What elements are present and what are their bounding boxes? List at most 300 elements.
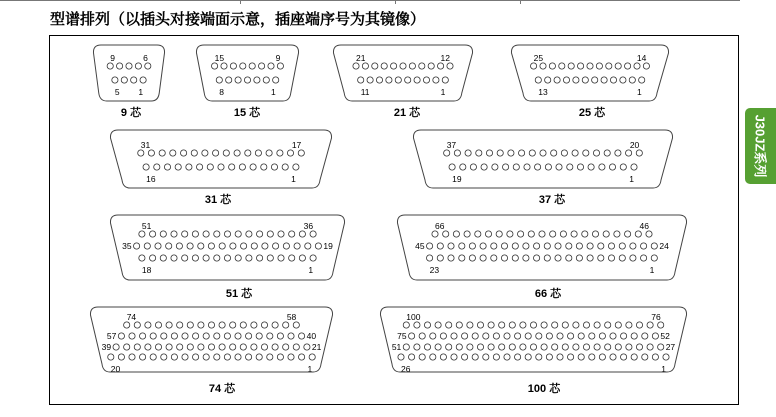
- pin-contact: [493, 354, 499, 360]
- pin-contact: [465, 150, 471, 156]
- pin-contact: [603, 231, 609, 237]
- pin-contact: [540, 63, 546, 69]
- pin-contact: [529, 150, 535, 156]
- pin-contact: [443, 231, 449, 237]
- pin-contact: [223, 150, 229, 156]
- pin-contact: [277, 63, 283, 69]
- pin-contact: [462, 333, 468, 339]
- pin-number-label: 58: [286, 312, 297, 322]
- pin-contact: [582, 77, 588, 83]
- pin-contact: [433, 77, 439, 83]
- pin-contact: [372, 63, 378, 69]
- connector-caption: 21 芯: [393, 107, 421, 119]
- pin-number-label: 6: [143, 53, 148, 63]
- pin-contact: [605, 344, 611, 350]
- pin-contact: [504, 354, 510, 360]
- pin-contact: [535, 164, 541, 170]
- pin-contact: [257, 255, 263, 261]
- pin-contact: [138, 150, 144, 156]
- pin-contact: [528, 231, 534, 237]
- pin-contact: [140, 354, 146, 360]
- pin-contact: [545, 164, 551, 170]
- pin-contact: [278, 231, 284, 237]
- pin-contact: [124, 322, 130, 328]
- pin-contact: [557, 333, 563, 339]
- pin-contact: [589, 354, 595, 360]
- pin-contact: [376, 77, 382, 83]
- pin-contact: [224, 255, 230, 261]
- pin-contact: [481, 164, 487, 170]
- pin-contact: [139, 231, 145, 237]
- pin-number-label: 37: [446, 140, 457, 150]
- pin-contact: [170, 150, 176, 156]
- pin-contact: [299, 255, 305, 261]
- pin-number-label: 17: [291, 140, 302, 150]
- pin-contact: [288, 354, 294, 360]
- pin-contact: [652, 333, 658, 339]
- pin-contact: [583, 150, 589, 156]
- pin-contact: [530, 322, 536, 328]
- pin-contact: [534, 255, 540, 261]
- pin-contact: [409, 63, 415, 69]
- pin-contact: [483, 354, 489, 360]
- pin-number-label: 9: [110, 53, 115, 63]
- pin-contact: [525, 333, 531, 339]
- pin-contact: [535, 77, 541, 83]
- pin-contact: [636, 344, 642, 350]
- pin-contact: [536, 333, 542, 339]
- pin-number-label: 12: [440, 53, 450, 63]
- pin-contact: [409, 354, 415, 360]
- pin-contact: [203, 354, 209, 360]
- pin-contact: [610, 354, 616, 360]
- pin-contact: [241, 243, 247, 249]
- pin-number-label: 26: [401, 364, 411, 374]
- pin-contact: [155, 344, 161, 350]
- pin-contact: [626, 322, 632, 328]
- connector-21-pin: [333, 45, 472, 119]
- pin-contact: [472, 354, 478, 360]
- pin-contact: [477, 322, 483, 328]
- pin-contact: [273, 243, 279, 249]
- pin-contact: [405, 77, 411, 83]
- pin-contact: [277, 354, 283, 360]
- pin-contact: [166, 322, 172, 328]
- pin-contact: [219, 243, 225, 249]
- pin-contact: [453, 231, 459, 237]
- pin-contact: [634, 63, 640, 69]
- pin-contact: [143, 164, 149, 170]
- pin-contact: [266, 150, 272, 156]
- connector-caption: 31 芯: [204, 194, 232, 206]
- pin-contact: [566, 255, 572, 261]
- pin-contact: [625, 231, 631, 237]
- connector-100-pin: [380, 307, 686, 395]
- pin-contact: [235, 77, 241, 83]
- pin-contact: [235, 333, 241, 339]
- pin-number-label: 1: [307, 364, 313, 374]
- pin-contact: [288, 333, 294, 339]
- pin-contact: [621, 354, 627, 360]
- pin-contact: [186, 164, 192, 170]
- pin-contact: [182, 354, 188, 360]
- pin-number-label: 5: [114, 87, 120, 97]
- pin-contact: [234, 150, 240, 156]
- pin-contact: [277, 333, 283, 339]
- pin-contact: [566, 243, 572, 249]
- pin-contact: [435, 322, 441, 328]
- pin-contact: [467, 322, 473, 328]
- pin-contact: [475, 231, 481, 237]
- pin-contact: [589, 333, 595, 339]
- pin-contact: [193, 333, 199, 339]
- pin-contact: [203, 255, 209, 261]
- pin-contact: [171, 333, 177, 339]
- pin-contact: [491, 243, 497, 249]
- pin-contact: [171, 255, 177, 261]
- pin-contact: [219, 322, 225, 328]
- pin-number-label: 27: [665, 342, 676, 352]
- pin-contact: [594, 322, 600, 328]
- pin-contact: [480, 243, 486, 249]
- pin-number-label: 31: [140, 140, 151, 150]
- pin-contact: [615, 322, 621, 328]
- pin-contact: [446, 344, 452, 350]
- pin-contact: [218, 164, 224, 170]
- pin-contact: [518, 231, 524, 237]
- pin-contact: [507, 231, 513, 237]
- pin-number-label: 19: [452, 174, 462, 184]
- pin-contact: [386, 77, 392, 83]
- pin-contact: [604, 150, 610, 156]
- pin-contact: [226, 77, 232, 83]
- pin-contact: [278, 255, 284, 261]
- pin-number-label: 14: [636, 53, 647, 63]
- pin-contact: [208, 344, 214, 350]
- pin-contact: [578, 354, 584, 360]
- pin-contact: [403, 322, 409, 328]
- pin-contact: [121, 77, 127, 83]
- pin-contact: [249, 63, 255, 69]
- pin-contact: [551, 150, 557, 156]
- connector-caption: 37 芯: [538, 194, 566, 206]
- pin-contact: [444, 150, 450, 156]
- pin-contact: [583, 322, 589, 328]
- pin-contact: [192, 255, 198, 261]
- pin-contact: [353, 63, 359, 69]
- pin-contact: [512, 243, 518, 249]
- pin-number-label: 40: [306, 331, 317, 341]
- pin-contact: [251, 344, 257, 350]
- pin-contact: [309, 354, 315, 360]
- pin-number-label: 18: [141, 265, 152, 275]
- pin-contact: [451, 333, 457, 339]
- pin-contact: [224, 231, 230, 237]
- pin-contact: [557, 354, 563, 360]
- pin-contact: [177, 322, 183, 328]
- pin-number-label: 1: [629, 174, 634, 184]
- pin-contact: [246, 255, 252, 261]
- pin-contact: [437, 243, 443, 249]
- pin-contact: [310, 231, 316, 237]
- pin-contact: [477, 344, 483, 350]
- pin-number-label: 75: [397, 331, 407, 341]
- pin-contact: [592, 231, 598, 237]
- pin-contact: [470, 164, 476, 170]
- pin-contact: [587, 243, 593, 249]
- pin-number-label: 23: [429, 265, 440, 275]
- pin-contact: [135, 63, 141, 69]
- pin-contact: [488, 322, 494, 328]
- pin-contact: [641, 243, 647, 249]
- pin-contact: [631, 354, 637, 360]
- pin-contact: [155, 243, 161, 249]
- pin-contact: [630, 255, 636, 261]
- pin-contact: [546, 333, 552, 339]
- pin-number-label: 1: [636, 87, 642, 97]
- pin-contact: [587, 255, 593, 261]
- pin-contact: [540, 150, 546, 156]
- pin-contact: [145, 322, 151, 328]
- pin-contact: [573, 322, 579, 328]
- connector-caption: 74 芯: [208, 383, 236, 395]
- pin-contact: [414, 322, 420, 328]
- pin-contact: [619, 243, 625, 249]
- pin-contact: [273, 77, 279, 83]
- pin-number-label: 51: [391, 342, 402, 352]
- pin-contact: [255, 150, 261, 156]
- pin-number-label: 16: [146, 174, 156, 184]
- pin-contact: [652, 354, 658, 360]
- pin-contact: [187, 243, 193, 249]
- pin-contact: [606, 63, 612, 69]
- pin-contact: [554, 77, 560, 83]
- pin-contact: [555, 243, 561, 249]
- pin-contact: [593, 150, 599, 156]
- pin-contact: [464, 231, 470, 237]
- pin-contact: [230, 322, 236, 328]
- pin-contact: [496, 231, 502, 237]
- pin-contact: [509, 344, 515, 350]
- pin-contact: [641, 255, 647, 261]
- pin-contact: [315, 243, 321, 249]
- pin-contact: [460, 164, 466, 170]
- pin-contact: [486, 150, 492, 156]
- pin-contact: [154, 164, 160, 170]
- pin-contact: [469, 243, 475, 249]
- connector-15-pin: [196, 45, 298, 119]
- pin-contact: [424, 322, 430, 328]
- pin-contact: [541, 322, 547, 328]
- pin-contact: [256, 354, 262, 360]
- pin-contact: [164, 164, 170, 170]
- pin-contact: [571, 231, 577, 237]
- pin-contact: [536, 354, 542, 360]
- pin-contact: [523, 243, 529, 249]
- pin-contact: [631, 164, 637, 170]
- pin-contact: [161, 333, 167, 339]
- pin-contact: [250, 164, 256, 170]
- pin-contact: [166, 344, 172, 350]
- pin-contact: [254, 77, 260, 83]
- pin-contact: [118, 354, 124, 360]
- pin-contact: [419, 333, 425, 339]
- pin-contact: [107, 63, 113, 69]
- pin-contact: [587, 63, 593, 69]
- pin-number-label: 46: [639, 221, 649, 231]
- pin-contact: [492, 164, 498, 170]
- connector-shell: [196, 45, 298, 101]
- pin-contact: [140, 333, 146, 339]
- pin-contact: [267, 231, 273, 237]
- pin-contact: [530, 344, 536, 350]
- pin-contact: [305, 243, 311, 249]
- pin-contact: [501, 255, 507, 261]
- pin-contact: [150, 231, 156, 237]
- pin-number-label: 76: [651, 312, 661, 322]
- pin-number-label: 36: [303, 221, 314, 231]
- pin-number-label: 66: [435, 221, 445, 231]
- pin-contact: [592, 77, 598, 83]
- pin-contact: [639, 77, 645, 83]
- pin-contact: [451, 354, 457, 360]
- pin-contact: [614, 231, 620, 237]
- pin-contact: [261, 344, 267, 350]
- pin-contact: [488, 344, 494, 350]
- pin-contact: [176, 243, 182, 249]
- connector-74-pin: [90, 307, 332, 395]
- pin-contact: [126, 63, 132, 69]
- pin-contact: [161, 354, 167, 360]
- pin-contact: [230, 243, 236, 249]
- pin-contact: [212, 63, 218, 69]
- pin-contact: [367, 77, 373, 83]
- pin-contact: [427, 255, 433, 261]
- pin-number-label: 45: [415, 241, 425, 251]
- pin-contact: [499, 322, 505, 328]
- pin-contact: [144, 243, 150, 249]
- pin-contact: [550, 231, 556, 237]
- pin-contact: [567, 164, 573, 170]
- pin-contact: [449, 164, 455, 170]
- connector-9-pin: [93, 45, 164, 119]
- pin-contact: [568, 63, 574, 69]
- pin-contact: [148, 150, 154, 156]
- pin-contact: [283, 322, 289, 328]
- connector-51-pin: [110, 215, 344, 300]
- pin-number-label: 19: [323, 241, 333, 251]
- pin-contact: [438, 63, 444, 69]
- pin-contact: [544, 243, 550, 249]
- pin-contact: [261, 164, 267, 170]
- pin-contact: [267, 333, 273, 339]
- pin-contact: [572, 150, 578, 156]
- pin-contact: [219, 344, 225, 350]
- pin-contact: [605, 322, 611, 328]
- pin-contact: [469, 255, 475, 261]
- pin-contact: [610, 77, 616, 83]
- pin-contact: [663, 354, 669, 360]
- pin-number-label: 52: [660, 331, 670, 341]
- pin-contact: [145, 344, 151, 350]
- pin-contact: [497, 150, 503, 156]
- pin-contact: [177, 344, 183, 350]
- pin-contact: [134, 322, 140, 328]
- pin-contact: [563, 77, 569, 83]
- pin-contact: [459, 243, 465, 249]
- pin-contact: [304, 344, 310, 350]
- pin-contact: [192, 231, 198, 237]
- pin-number-label: 1: [291, 174, 296, 184]
- connector-caption: 15 芯: [233, 107, 261, 119]
- pin-contact: [440, 333, 446, 339]
- pin-contact: [257, 231, 263, 237]
- pin-contact: [230, 344, 236, 350]
- pin-number-label: 57: [106, 331, 117, 341]
- connector-caption: 100 芯: [527, 383, 561, 395]
- pin-number-label: 1: [308, 265, 314, 275]
- connector-caption: 25 芯: [578, 107, 606, 119]
- pin-contact: [440, 354, 446, 360]
- pin-contact: [245, 150, 251, 156]
- pin-contact: [430, 333, 436, 339]
- pin-number-label: 9: [275, 53, 281, 63]
- pin-contact: [515, 333, 521, 339]
- pin-contact: [608, 255, 614, 261]
- pin-number-label: 74: [126, 312, 137, 322]
- connector-caption: 9 芯: [120, 107, 142, 119]
- pin-contact: [208, 243, 214, 249]
- pin-contact: [562, 344, 568, 350]
- pin-contact: [625, 63, 631, 69]
- pin-contact: [552, 322, 558, 328]
- pin-contact: [214, 231, 220, 237]
- pin-number-label: 1: [649, 265, 655, 275]
- pin-contact: [112, 77, 118, 83]
- pin-contact: [560, 231, 566, 237]
- pin-contact: [187, 344, 193, 350]
- pin-contact: [552, 344, 558, 350]
- pin-contact: [647, 344, 653, 350]
- pin-contact: [289, 231, 295, 237]
- pin-contact: [271, 164, 277, 170]
- series-tab-label: J30JZ系列: [752, 114, 767, 178]
- pin-contact: [462, 354, 468, 360]
- pin-contact: [647, 322, 653, 328]
- pin-contact: [615, 150, 621, 156]
- pin-contact: [261, 322, 267, 328]
- pin-contact: [598, 243, 604, 249]
- pin-contact: [198, 243, 204, 249]
- pin-contact: [246, 231, 252, 237]
- pin-contact: [467, 344, 473, 350]
- pin-contact: [207, 164, 213, 170]
- pin-contact: [298, 150, 304, 156]
- pin-contact: [642, 333, 648, 339]
- pin-contact: [150, 354, 156, 360]
- pin-contact: [267, 255, 273, 261]
- pin-contact: [240, 322, 246, 328]
- pin-contact: [621, 333, 627, 339]
- pin-contact: [140, 77, 146, 83]
- pin-contact: [519, 150, 525, 156]
- pin-contact: [423, 77, 429, 83]
- pin-contact: [289, 255, 295, 261]
- pin-contact: [214, 255, 220, 261]
- pin-number-label: 21: [311, 342, 322, 352]
- pin-contact: [310, 255, 316, 261]
- pin-contact: [277, 150, 283, 156]
